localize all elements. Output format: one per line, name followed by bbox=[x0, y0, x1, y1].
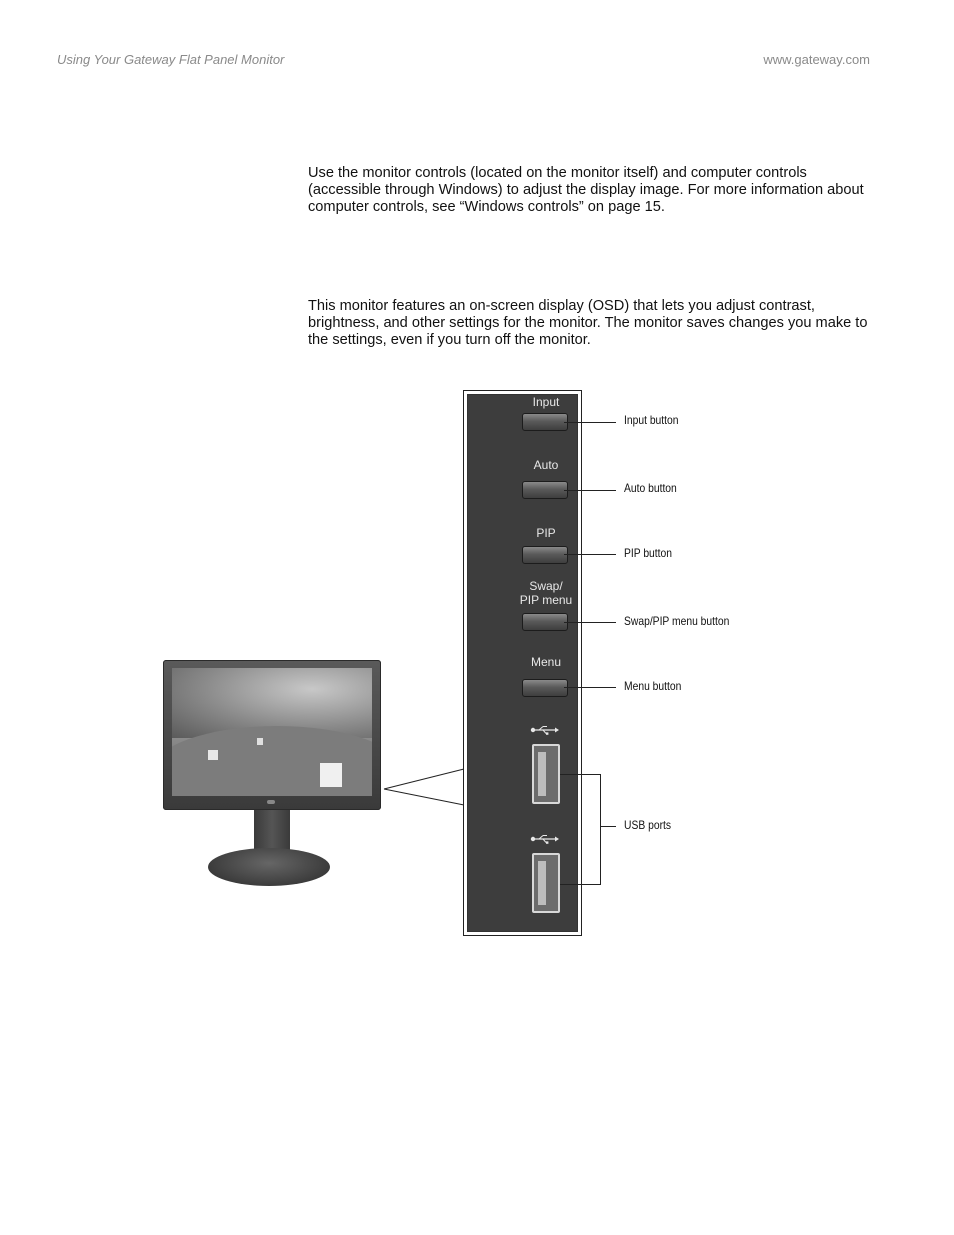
usb-symbol-icon bbox=[530, 725, 560, 735]
panel-label-input: Input bbox=[532, 395, 560, 409]
leader-line-menu bbox=[564, 687, 616, 688]
panel-label-swap-line1: Swap/ bbox=[529, 579, 563, 593]
callout-usb-ports: USB ports bbox=[624, 818, 672, 832]
zoom-callout-lines bbox=[380, 760, 470, 820]
leader-line-input bbox=[564, 422, 616, 423]
callout-input-button: Input button bbox=[624, 413, 679, 427]
leader-line-usb bbox=[601, 826, 616, 827]
usb-symbol-icon bbox=[530, 834, 560, 844]
running-header-title: Using Your Gateway Flat Panel Monitor bbox=[57, 52, 285, 67]
usb-bracket bbox=[560, 774, 601, 885]
auto-button[interactable] bbox=[522, 481, 568, 499]
callout-auto-button: Auto button bbox=[624, 481, 677, 495]
panel-label-menu: Menu bbox=[530, 655, 562, 669]
monitor-screen bbox=[172, 668, 372, 796]
monitor-illustration bbox=[162, 660, 382, 888]
running-header-url: www.gateway.com bbox=[763, 52, 870, 67]
leader-line-pip bbox=[564, 554, 616, 555]
callout-menu-button: Menu button bbox=[624, 679, 682, 693]
monitor-bezel bbox=[163, 660, 381, 810]
pip-button[interactable] bbox=[522, 546, 568, 564]
leader-line-swap bbox=[564, 622, 616, 623]
swap-pip-menu-button[interactable] bbox=[522, 613, 568, 631]
monitor-base bbox=[208, 848, 330, 886]
monitor-logo bbox=[267, 800, 275, 804]
usb-port-2[interactable] bbox=[532, 853, 560, 913]
panel-label-auto: Auto bbox=[533, 458, 559, 472]
intro-paragraph: Use the monitor controls (located on the monitor itself) and computer controls (accessible through Windows) to adjust the display image. For more information about computer controls, see “Windows controls” on page 15. bbox=[308, 165, 864, 215]
callout-pip-button: PIP button bbox=[624, 546, 673, 560]
usb-port-1[interactable] bbox=[532, 744, 560, 804]
callout-swap-pip-menu-button: Swap/PIP menu button bbox=[624, 614, 730, 628]
input-button[interactable] bbox=[522, 413, 568, 431]
panel-label-pip: PIP bbox=[536, 526, 556, 540]
menu-button[interactable] bbox=[522, 679, 568, 697]
osd-paragraph: This monitor features an on-screen display (OSD) that lets you adjust contrast, brightness, and other settings for the monitor. The monitor saves changes you make to the settings, even if you turn off the monitor. bbox=[308, 298, 868, 348]
panel-label-swap-line2: PIP menu bbox=[519, 593, 573, 607]
leader-line-auto bbox=[564, 490, 616, 491]
